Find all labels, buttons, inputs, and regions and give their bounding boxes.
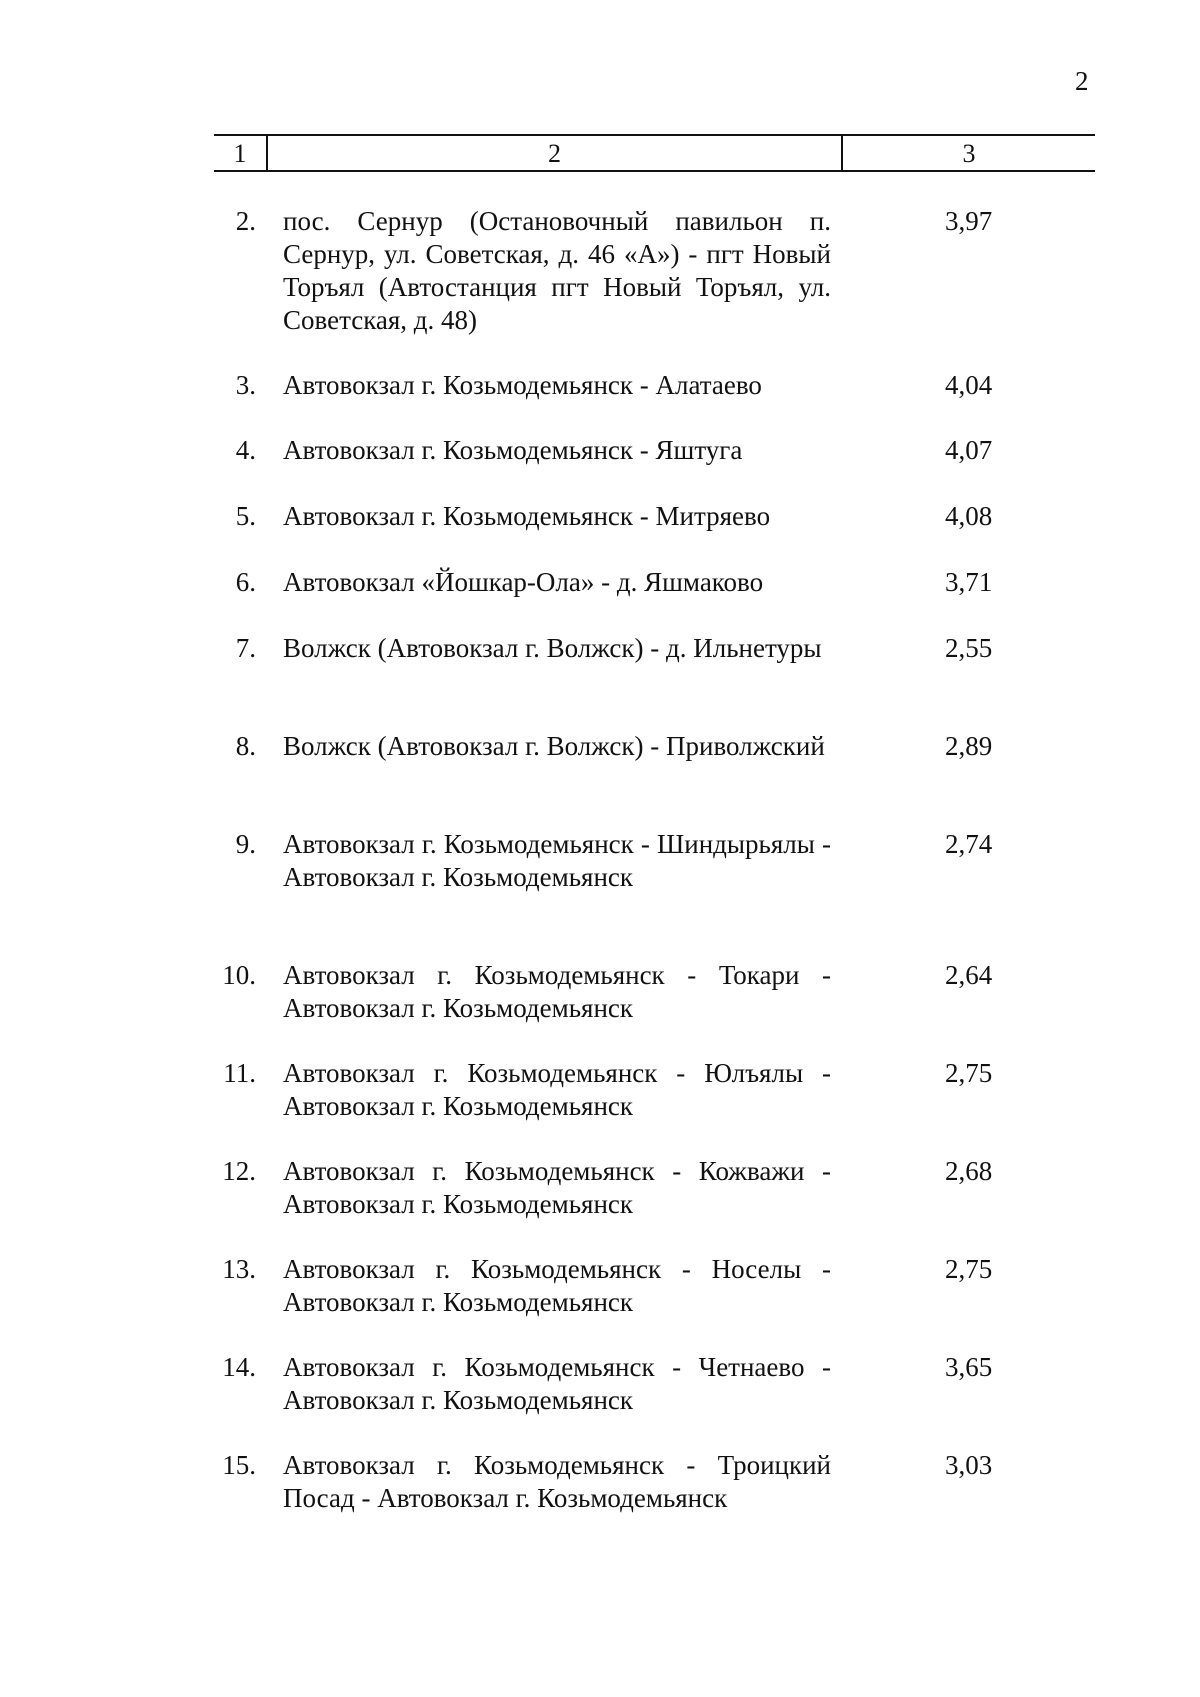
row-number: 13.	[222, 1254, 256, 1284]
row-number: 15.	[222, 1450, 256, 1480]
route-value: 2,74	[945, 829, 993, 859]
row-number: 4.	[235, 435, 256, 465]
row-number: 7.	[235, 633, 256, 663]
route-name: Автовокзал г. Козьмодемьянск - Шиндырьялы - Автовокзал г. Козьмодемьянск	[283, 829, 831, 892]
row-number: 12.	[222, 1156, 256, 1186]
column-header-3: 3	[962, 139, 976, 168]
route-value: 4,07	[945, 435, 993, 465]
route-name: Автовокзал «Йошкар-Ола» - д. Яшмаково	[283, 567, 764, 597]
route-name: Автовокзал г. Козьмодемьянск - Четнаево - Автовокзал г. Козьмодемьянск	[283, 1352, 831, 1415]
route-name: Волжск (Автовокзал г. Волжск) - Приволжский	[283, 731, 825, 761]
row-number: 10.	[222, 960, 256, 990]
route-value: 2,55	[945, 633, 993, 663]
route-name: Автовокзал г. Козьмодемьянск - Кожважи - Автовокзал г. Козьмодемьянск	[283, 1156, 831, 1219]
row-number: 9.	[235, 829, 256, 859]
route-name: Автовокзал г. Козьмодемьянск - Носелы - Автовокзал г. Козьмодемьянск	[283, 1254, 831, 1317]
route-value: 3,03	[945, 1450, 993, 1480]
row-number: 5.	[235, 501, 256, 531]
route-value: 3,97	[945, 206, 993, 236]
route-value: 3,71	[945, 567, 993, 597]
route-name: пос. Сернур (Остановочный павильон п. Сернур, ул. Советская, д. 46 «А») - пгт Новый Торъял (Автостанция пгт Новый Торъял, ул. Советская, д. 48)	[283, 206, 831, 335]
route-value: 2,64	[945, 960, 993, 990]
route-value: 2,75	[945, 1254, 993, 1284]
row-number: 6.	[235, 567, 256, 597]
route-name: Автовокзал г. Козьмодемьянск - Митряево	[283, 501, 771, 531]
row-number: 11.	[223, 1058, 256, 1088]
route-value: 2,75	[945, 1058, 993, 1088]
route-value: 4,08	[945, 501, 993, 531]
row-number: 8.	[235, 731, 256, 761]
route-name: Автовокзал г. Козьмодемьянск - Яштуга	[283, 435, 743, 465]
route-value: 2,68	[945, 1156, 993, 1186]
row-number: 2.	[235, 206, 256, 236]
column-header-1: 1	[233, 139, 247, 168]
route-value: 4,04	[945, 370, 993, 400]
row-number: 3.	[235, 370, 256, 400]
route-name: Автовокзал г. Козьмодемьянск - Алатаево	[283, 370, 762, 400]
route-name: Волжск (Автовокзал г. Волжск) - д. Ильнетуры	[283, 633, 822, 663]
route-value: 2,89	[945, 731, 993, 761]
column-header-2: 2	[548, 139, 561, 168]
route-value: 3,65	[945, 1352, 993, 1382]
route-name: Автовокзал г. Козьмодемьянск - Троицкий Посад - Автовокзал г. Козьмодемьянск	[283, 1450, 831, 1513]
route-name: Автовокзал г. Козьмодемьянск - Юлъялы - Автовокзал г. Козьмодемьянск	[283, 1058, 831, 1121]
row-number: 14.	[222, 1352, 256, 1382]
route-name: Автовокзал г. Козьмодемьянск - Токари - Автовокзал г. Козьмодемьянск	[283, 960, 831, 1023]
page-number: 2	[1075, 66, 1089, 96]
